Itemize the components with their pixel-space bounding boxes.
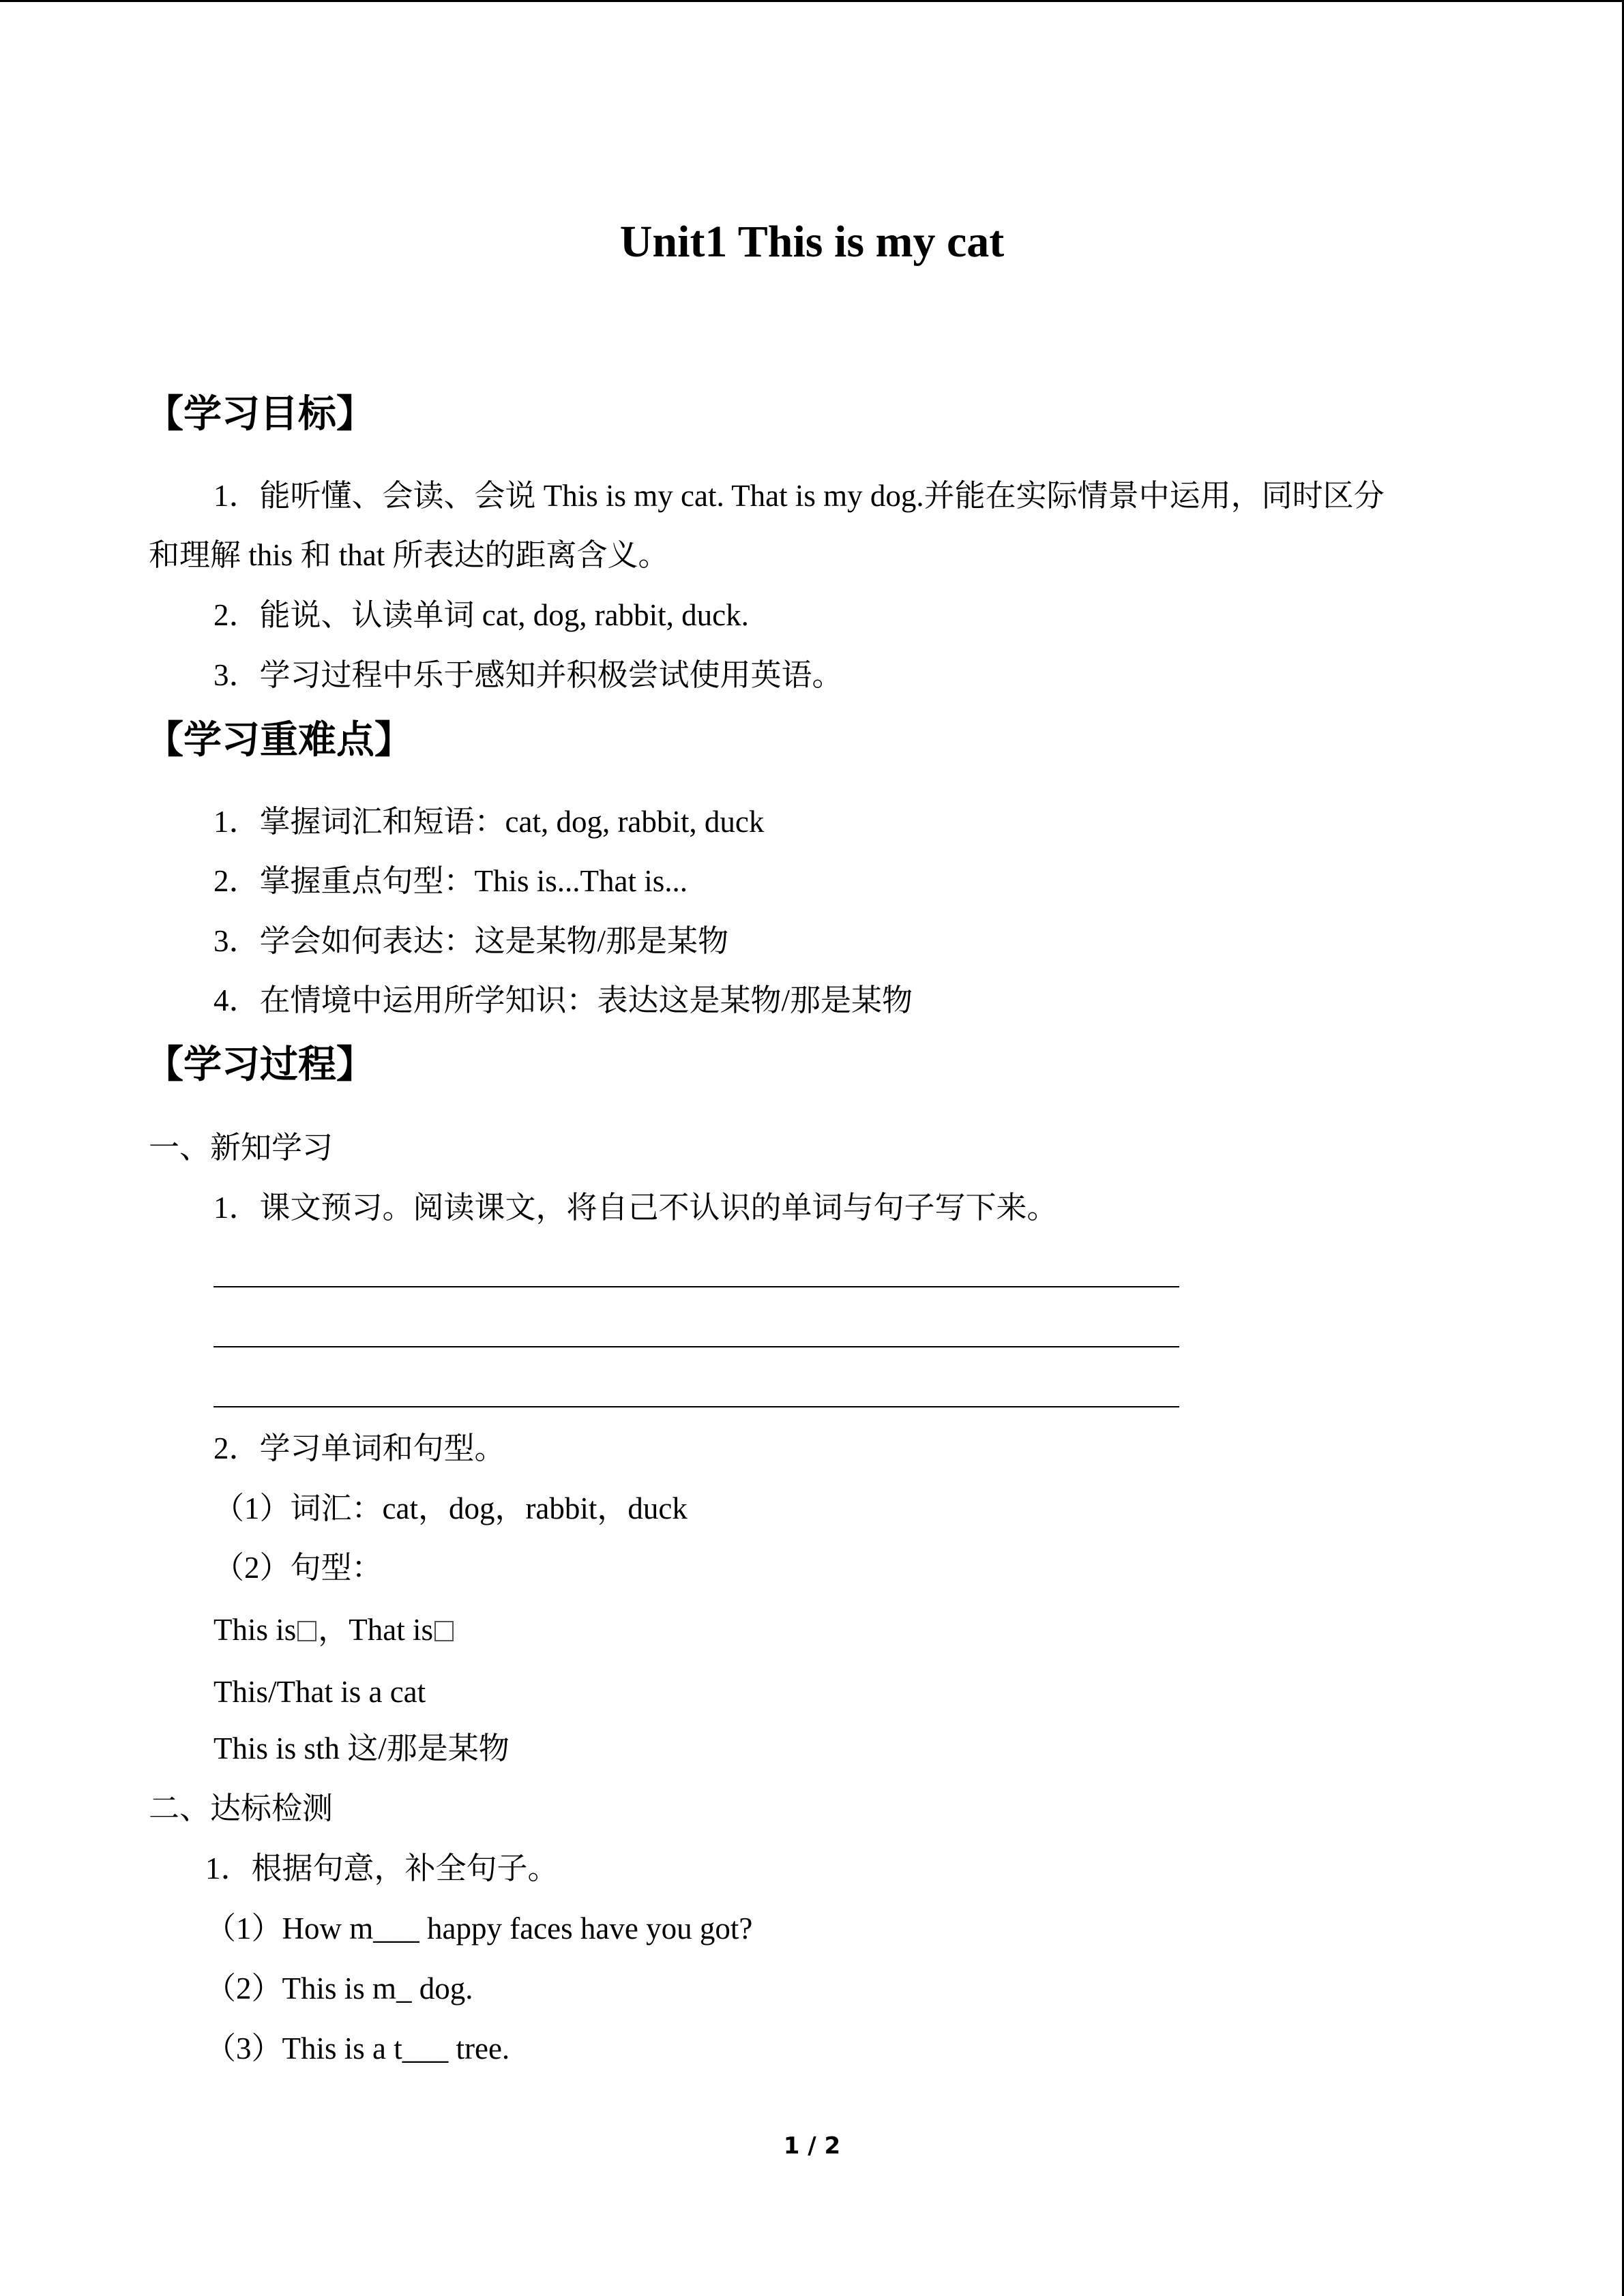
goal-item-1-line-1: 1．能听懂、会读、会说 This is my cat. That is my dog.并能在实际情景中运用，同时区分 xyxy=(213,479,1385,513)
part-2-title: 二、达标检测 xyxy=(149,1791,334,1825)
key-point-item-1: 1．掌握词汇和短语：cat, dog, rabbit, duck xyxy=(213,805,765,839)
step-2-vocab-patterns: 2．学习单词和句型。 xyxy=(213,1431,505,1465)
test-instructions: 1．根据句意，补全句子。 xyxy=(205,1851,559,1885)
goal-item-3: 3．学习过程中乐于感知并积极尝试使用英语。 xyxy=(213,658,843,692)
goals-heading: 【学习目标】 xyxy=(145,392,374,436)
test-question-1: （1）How m___ happy faces have you got? xyxy=(205,1911,753,1945)
placeholder-box xyxy=(434,1621,454,1641)
pattern-that-text: ，That is xyxy=(318,1613,434,1647)
document-title: Unit1 This is my cat xyxy=(619,217,1005,267)
key-point-item-2: 2．掌握重点句型：This is...That is... xyxy=(213,864,688,898)
key-points-heading: 【学习重难点】 xyxy=(145,718,413,762)
page-top-border xyxy=(0,0,1624,2)
goal-item-2: 2．能说、认读单词 cat, dog, rabbit, duck. xyxy=(213,598,749,632)
goal-item-1-line-2: 和理解 this 和 that 所表达的距离含义。 xyxy=(149,538,669,572)
answer-line-1 xyxy=(213,1286,1179,1287)
key-point-item-3: 3．学会如何表达：这是某物/那是某物 xyxy=(213,924,729,958)
test-question-3: （3）This is a t___ tree. xyxy=(205,2031,510,2066)
test-question-2: （2）This is m_ dog. xyxy=(205,1971,473,2006)
part-1-title: 一、新知学习 xyxy=(149,1131,334,1165)
key-point-item-4: 4．在情境中运用所学知识：表达这是某物/那是某物 xyxy=(213,983,913,1017)
vocabulary-line: （1）词汇：cat，dog，rabbit，duck xyxy=(213,1491,688,1525)
sentence-pattern-label: （2）句型： xyxy=(213,1551,383,1585)
pattern-this-that xyxy=(213,1606,455,1654)
pattern-meaning: This is sth 这/那是某物 xyxy=(213,1731,510,1765)
step-1-preview: 1．课文预习。阅读课文，将自己不认识的单词与句子写下来。 xyxy=(213,1191,1058,1225)
placeholder-box xyxy=(297,1621,316,1641)
pattern-example: This/That is a cat xyxy=(213,1675,426,1709)
page-number: 1 / 2 xyxy=(783,2132,841,2160)
pattern-this-text: This is xyxy=(213,1613,297,1647)
process-heading: 【学习过程】 xyxy=(145,1043,374,1087)
answer-line-2 xyxy=(213,1346,1179,1347)
answer-line-3 xyxy=(213,1406,1179,1407)
